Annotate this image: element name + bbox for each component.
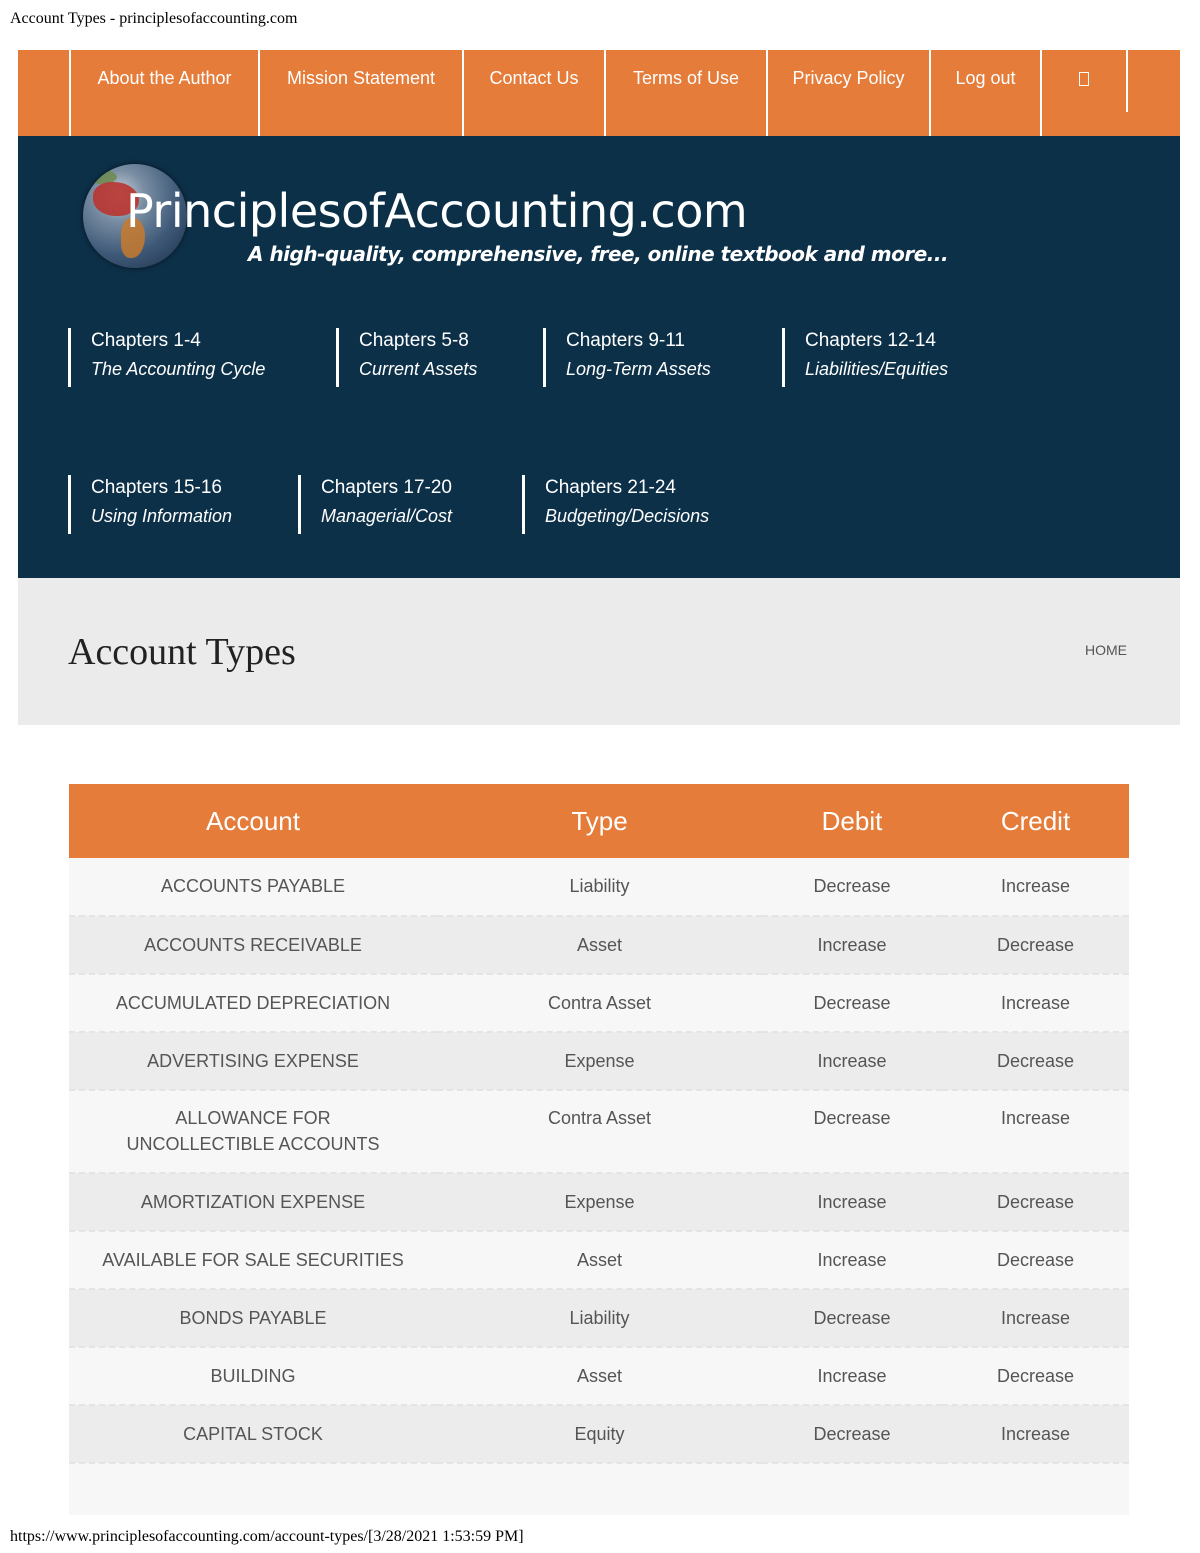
cell-account: BUILDING xyxy=(69,1347,437,1405)
table-row xyxy=(69,1231,1129,1289)
cell-debit: Decrease xyxy=(762,1405,942,1463)
cell-debit: Decrease xyxy=(762,974,942,1032)
print-header: Account Types - principlesofaccounting.com xyxy=(10,10,298,27)
cell-credit: Increase xyxy=(942,858,1129,916)
cell-account: ALLOWANCE FOR UNCOLLECTIBLE ACCOUNTS xyxy=(69,1090,437,1173)
account-types-table xyxy=(69,784,1129,1515)
site-brand[interactable]: PrinciplesofAccounting.com xyxy=(126,184,748,238)
cell-debit: Increase xyxy=(762,1231,942,1289)
chapter-subtitle: Budgeting/Decisions xyxy=(545,506,710,526)
chapter-subtitle: Using Information xyxy=(91,506,233,526)
table-header-row xyxy=(69,784,1129,858)
cell-account: ACCOUNTS PAYABLE xyxy=(69,858,437,916)
cell-credit: Decrease xyxy=(942,1231,1129,1289)
table-row xyxy=(69,1090,1129,1173)
print-footer: https://www.principlesofaccounting.com/account-types/[3/28/2021 1:53:59 PM] xyxy=(10,1528,524,1545)
cell-type: Expense xyxy=(437,1032,762,1090)
cell-credit: Decrease xyxy=(942,916,1129,974)
site-banner xyxy=(18,136,1180,578)
cell-type: Expense xyxy=(437,1173,762,1231)
cell-credit: Decrease xyxy=(942,1173,1129,1231)
table-row xyxy=(69,1173,1129,1231)
chapter-subtitle: Current Assets xyxy=(359,359,478,379)
cell-account: CAPITAL STOCK xyxy=(69,1405,437,1463)
chapter-subtitle: The Accounting Cycle xyxy=(91,359,266,379)
cell-account: AMORTIZATION EXPENSE xyxy=(69,1173,437,1231)
cell-debit: Increase xyxy=(762,1032,942,1090)
chapters-9-11-link[interactable] xyxy=(543,328,711,387)
table-row xyxy=(69,858,1129,916)
cell-type: Contra Asset xyxy=(437,974,762,1032)
cell-debit: Increase xyxy=(762,1173,942,1231)
cell-type: Asset xyxy=(437,1347,762,1405)
chapters-21-24-link[interactable] xyxy=(522,475,709,534)
chapter-subtitle: Managerial/Cost xyxy=(321,506,453,526)
table-row xyxy=(69,916,1129,974)
chapter-title: Chapters 9-11 xyxy=(566,330,685,351)
cell-credit: Increase xyxy=(942,1289,1129,1347)
cell-credit: Increase xyxy=(942,974,1129,1032)
cell-type: Liability xyxy=(437,858,762,916)
search-button[interactable] xyxy=(1040,50,1126,136)
nav-mission-statement[interactable]: Mission Statement xyxy=(258,50,462,136)
nav-about-the-author[interactable]: About the Author xyxy=(69,50,258,136)
breadcrumb-home-link[interactable]: HOME xyxy=(1085,642,1127,658)
chapters-5-8-link[interactable] xyxy=(336,328,477,387)
cell-credit: Increase xyxy=(942,1090,1129,1173)
nav-divider xyxy=(1126,50,1128,112)
table-row xyxy=(69,1032,1129,1090)
chapter-title: Chapters 17-20 xyxy=(321,477,452,498)
cell-account: BONDS PAYABLE xyxy=(69,1289,437,1347)
cell-account: AVAILABLE FOR SALE SECURITIES xyxy=(69,1231,437,1289)
cell-type: Contra Asset xyxy=(437,1090,762,1173)
table-row-continuation xyxy=(69,1463,1129,1515)
cell-credit: Decrease xyxy=(942,1347,1129,1405)
cell-debit: Decrease xyxy=(762,1090,942,1173)
cell-credit: Increase xyxy=(942,1405,1129,1463)
table-row xyxy=(69,1405,1129,1463)
table-row xyxy=(69,1289,1129,1347)
chapters-17-20-link[interactable] xyxy=(298,475,452,534)
chapters-1-4-link[interactable] xyxy=(68,328,265,387)
page-title: Account Types xyxy=(68,631,296,673)
chapter-title: Chapters 12-14 xyxy=(805,330,936,351)
cell-type: Liability xyxy=(437,1289,762,1347)
chapter-title: Chapters 15-16 xyxy=(91,477,222,498)
cell-debit: Increase xyxy=(762,1347,942,1405)
table-row xyxy=(69,1347,1129,1405)
chapter-title: Chapters 1-4 xyxy=(91,330,201,351)
cell-debit: Decrease xyxy=(762,858,942,916)
page-title-bar xyxy=(18,578,1180,725)
cell-debit: Increase xyxy=(762,916,942,974)
cell-account: ACCUMULATED DEPRECIATION xyxy=(69,974,437,1032)
nav-log-out[interactable]: Log out xyxy=(929,50,1040,136)
cell-account: ADVERTISING EXPENSE xyxy=(69,1032,437,1090)
cell-account: ACCOUNTS RECEIVABLE xyxy=(69,916,437,974)
cell-credit: Decrease xyxy=(942,1032,1129,1090)
cell-type: Equity xyxy=(437,1405,762,1463)
header-credit: Credit xyxy=(942,784,1129,858)
chapter-title: Chapters 21-24 xyxy=(545,477,676,498)
search-icon xyxy=(1079,72,1089,86)
header-account: Account xyxy=(69,784,437,858)
top-navigation xyxy=(18,50,1180,136)
nav-privacy-policy[interactable]: Privacy Policy xyxy=(766,50,929,136)
chapters-15-16-link[interactable] xyxy=(68,475,232,534)
site-tagline: A high-quality, comprehensive, free, online textbook and more... xyxy=(248,242,949,266)
chapter-subtitle: Liabilities/Equities xyxy=(805,359,949,379)
nav-terms-of-use[interactable]: Terms of Use xyxy=(604,50,766,136)
nav-contact-us[interactable]: Contact Us xyxy=(462,50,604,136)
header-type: Type xyxy=(437,784,762,858)
table-row xyxy=(69,974,1129,1032)
cell-debit: Decrease xyxy=(762,1289,942,1347)
cell-type: Asset xyxy=(437,916,762,974)
chapter-subtitle: Long-Term Assets xyxy=(566,359,711,379)
header-debit: Debit xyxy=(762,784,942,858)
chapters-12-14-link[interactable] xyxy=(782,328,948,387)
chapter-title: Chapters 5-8 xyxy=(359,330,469,351)
cell-type: Asset xyxy=(437,1231,762,1289)
